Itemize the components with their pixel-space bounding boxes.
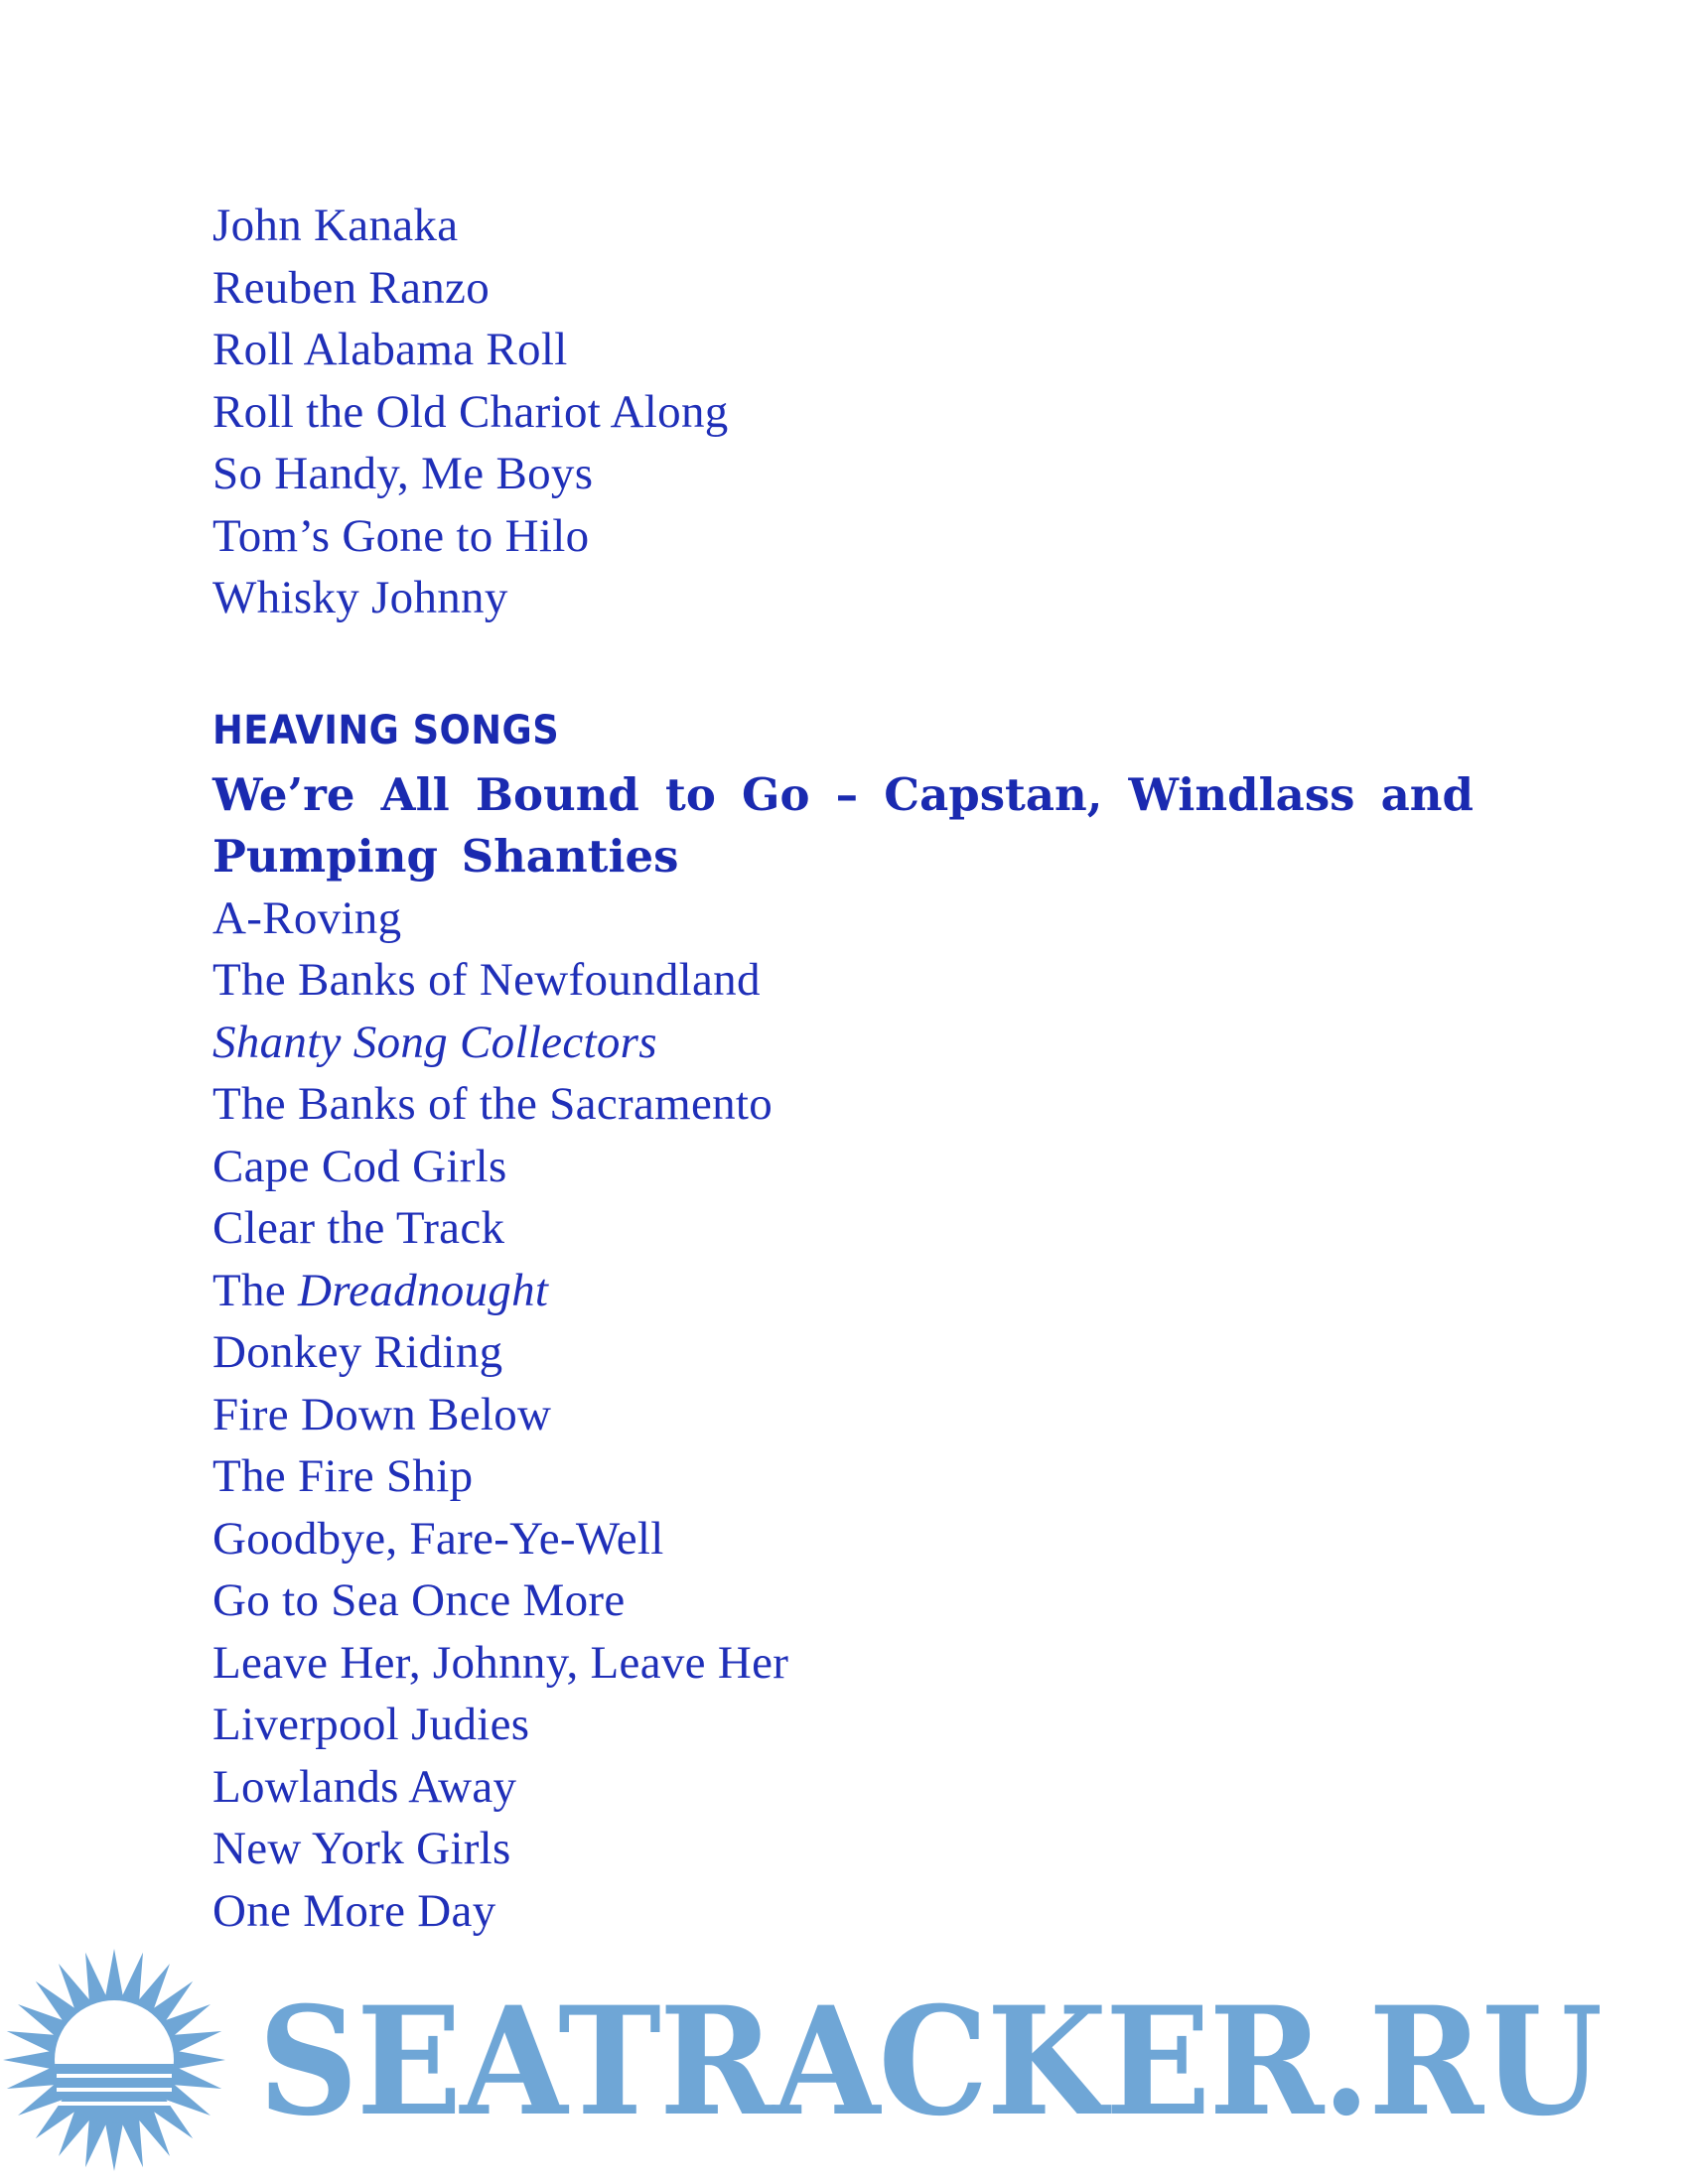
toc-entry: Go to Sea Once More <box>212 1574 626 1626</box>
toc-entry: Whisky Johnny <box>212 572 508 623</box>
toc-entry: So Handy, Me Boys <box>212 448 594 499</box>
toc-entry: Lowlands Away <box>212 1760 517 1813</box>
table-of-contents <box>212 195 1474 1942</box>
toc-entry: The Banks of Newfoundland <box>212 954 761 1006</box>
toc-entry <box>212 1260 1474 1322</box>
toc-entry: A-Roving <box>212 891 402 944</box>
toc-entry: Donkey Riding <box>212 1326 503 1378</box>
toc-entry: Roll the Old Chariot Along <box>212 385 729 438</box>
toc-entry-essay: Shanty Song Collectors <box>212 1016 657 1068</box>
toc-entry: The Banks of the Sacramento <box>212 1078 774 1130</box>
toc-entry: New York Girls <box>212 1823 511 1874</box>
toc-entry: One More Day <box>212 1884 496 1937</box>
section-subtitle: We’re All Bound to Go – Capstan, Windlass and Pumping Shanties <box>212 767 1474 883</box>
toc-entry: Clear the Track <box>212 1202 505 1254</box>
toc-entry: Cape Cod Girls <box>212 1140 507 1192</box>
toc-entry-ship-name: Dreadnought <box>298 1264 549 1316</box>
section-heading: HEAVING SONGS <box>212 707 560 753</box>
toc-entry: John Kanaka <box>212 200 459 251</box>
toc-entry: Liverpool Judies <box>212 1699 530 1750</box>
toc-entry: Roll Alabama Roll <box>212 324 568 375</box>
toc-entry: Fire Down Below <box>212 1388 552 1440</box>
toc-entry: Leave Her, Johnny, Leave Her <box>212 1636 789 1689</box>
toc-entry: Goodbye, Fare-Ye-Well <box>212 1512 664 1565</box>
toc-entry-prefix: The <box>212 1264 286 1316</box>
toc-entry: The Fire Ship <box>212 1450 474 1502</box>
watermark-text: SEATRACKER.RU <box>258 1975 1602 2149</box>
toc-entry: Tom’s Gone to Hilo <box>212 509 590 562</box>
toc-entry: Reuben Ranzo <box>212 261 490 314</box>
